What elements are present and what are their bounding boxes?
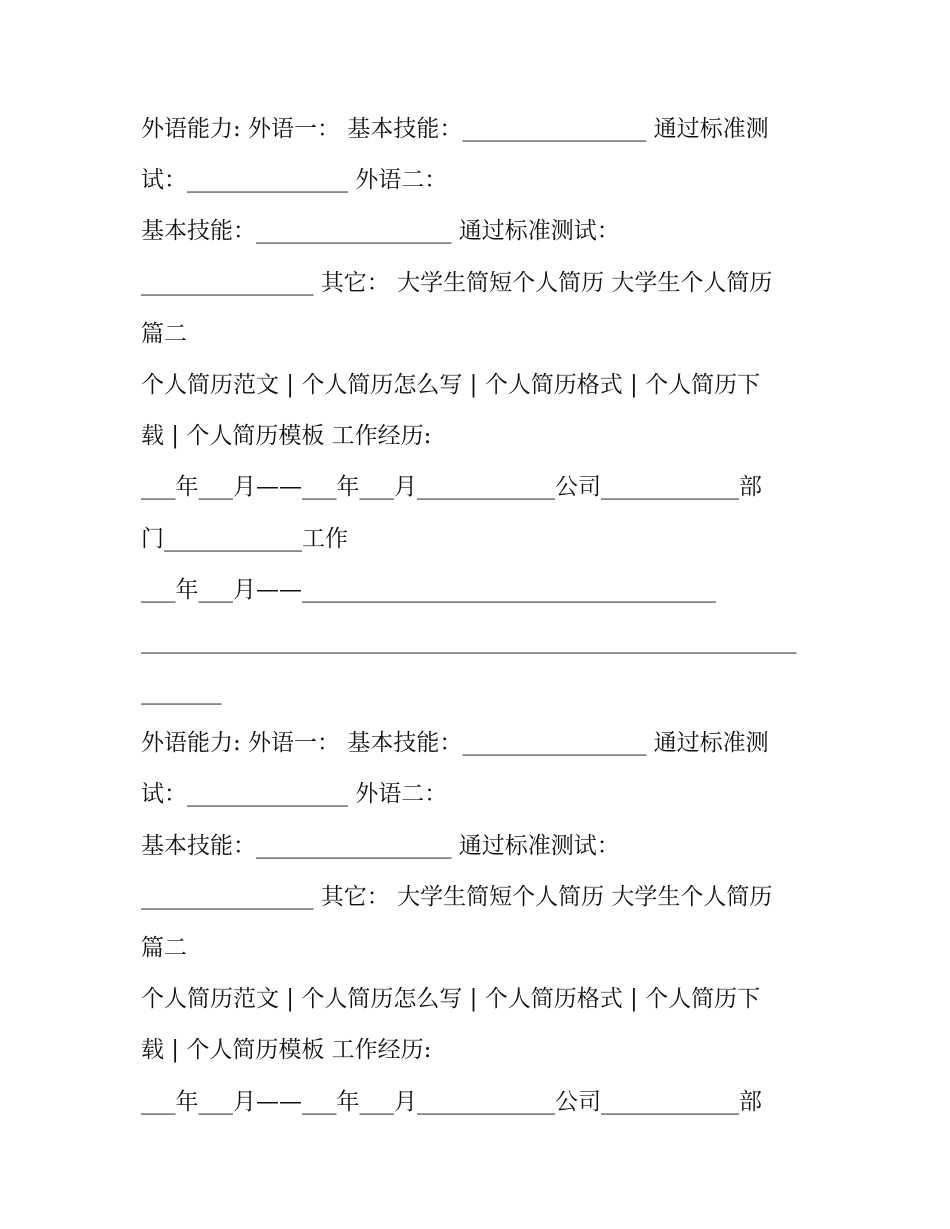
text-line: _______________ 其它： 大学生简短个人简历 大学生个人简历 [141,883,773,910]
text-line: 载 | 个人简历模板 工作经历: [141,423,432,450]
document-body [141,104,821,1128]
text-line: 个人简历范文 | 个人简历怎么写 | 个人简历格式 | 个人简历下 [141,371,761,398]
text-line: 外语能力: 外语一： 基本技能：________________ 通过标准测 [141,116,769,142]
text-line: 基本技能：_________________ 通过标准测试： [141,832,620,859]
text-line: 个人简历范文 | 个人简历怎么写 | 个人简历格式 | 个人简历下 [141,986,761,1013]
text-line: _______ [141,679,222,706]
section-heading: 篇二 [141,320,187,347]
text-line: 门____________工作 [141,525,348,552]
text-line: ___年___月——____________________________________ [141,576,716,603]
text-line: 基本技能：_________________ 通过标准测试： [141,218,620,245]
text-line: _________________________________________________________ [141,627,797,654]
text-line: 试：______________ 外语二： [141,781,448,808]
text-line: _______________ 其它： 大学生简短个人简历 大学生个人简历 [141,269,773,296]
text-line: 载 | 个人简历模板 工作经历: [141,1037,432,1064]
text-line: 试：______________ 外语二： [141,167,448,194]
section-heading: 篇二 [141,935,187,961]
text-line: ___年___月——___年___月____________公司____________部 [141,1088,762,1115]
text-line: 外语能力: 外语一： 基本技能：________________ 通过标准测 [141,730,769,757]
text-line: ___年___月——___年___月____________公司____________部 [141,474,762,501]
